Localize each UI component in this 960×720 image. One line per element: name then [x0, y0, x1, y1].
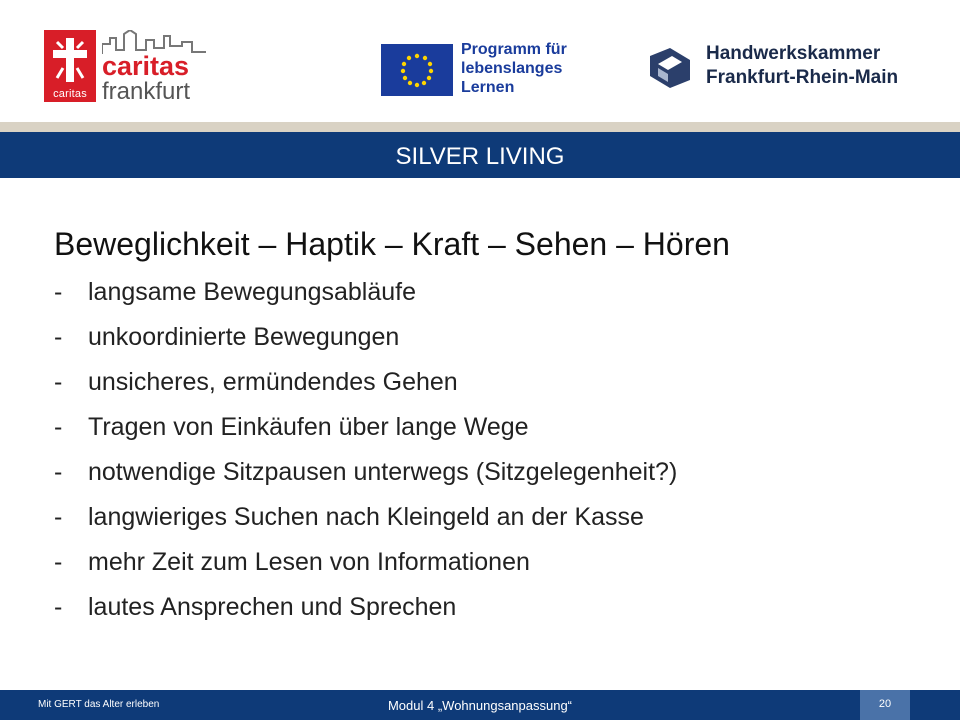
slide-title: SILVER LIVING [395, 143, 565, 170]
bullet-marker: - [54, 593, 63, 621]
hwk-logo [648, 40, 948, 100]
hwk-line-1: Handwerkskammer [706, 43, 881, 64]
bullet-text: unsicheres, ermündendes Gehen [88, 368, 458, 396]
bullet-text: lautes Ansprechen und Sprechen [88, 593, 457, 621]
bullet-marker: - [54, 368, 63, 396]
footer-tagline: Mit GERT das Alter erleben [38, 699, 160, 710]
page-number: 20 [860, 690, 910, 720]
list-item [54, 360, 934, 405]
hwk-text [706, 42, 898, 90]
list-item [54, 540, 934, 585]
bullet-text: langsame Bewegungsabläufe [88, 278, 417, 306]
eu-program-text [461, 40, 567, 97]
caritas-logo [44, 30, 204, 108]
eu-line-2: lebenslanges [461, 60, 563, 77]
bullet-marker: - [54, 503, 63, 531]
bullet-marker: - [54, 413, 63, 441]
list-item [54, 585, 934, 630]
slide-footer [0, 690, 960, 720]
bullet-text: Tragen von Einkäufen über lange Wege [88, 413, 529, 441]
bullet-text: langwieriges Suchen nach Kleingeld an der Kasse [88, 503, 644, 531]
hwk-emblem-icon [648, 46, 692, 90]
caritas-wordmark: caritas [102, 51, 190, 81]
eu-line-3: Lernen [461, 79, 515, 96]
bullet-text: unkoordinierte Bewegungen [88, 323, 400, 351]
logo-bar [0, 0, 960, 122]
list-item [54, 315, 934, 360]
bullet-marker: - [54, 458, 63, 486]
list-item [54, 450, 934, 495]
eu-line-1: Programm für [461, 41, 567, 58]
slide-title-bar [0, 132, 960, 178]
caritas-badge-label: caritas [53, 88, 87, 100]
list-item [54, 405, 934, 450]
caritas-cross-icon [53, 38, 87, 82]
caritas-city: frankfurt [102, 78, 191, 105]
list-item [54, 495, 934, 540]
content-heading: Beweglichkeit – Haptik – Kraft – Sehen – Hören [54, 226, 730, 262]
footer-module-title: Modul 4 „Wohnungsanpassung“ [387, 698, 573, 713]
caritas-badge [44, 30, 96, 102]
bullet-text: mehr Zeit zum Lesen von Informationen [88, 548, 530, 576]
hwk-line-2: Frankfurt-Rhein-Main [706, 67, 899, 88]
header-divider [0, 122, 960, 132]
slide-content [54, 222, 934, 630]
bullet-marker: - [54, 548, 63, 576]
eu-lifelong-learning-logo [381, 40, 581, 100]
bullet-marker: - [54, 323, 63, 351]
eu-flag-icon [381, 44, 453, 96]
bullet-text: notwendige Sitzpausen unterwegs (Sitzgelegenheit?) [88, 458, 678, 486]
list-item [54, 270, 934, 315]
bullet-marker: - [54, 278, 63, 306]
bullet-list [54, 270, 934, 630]
